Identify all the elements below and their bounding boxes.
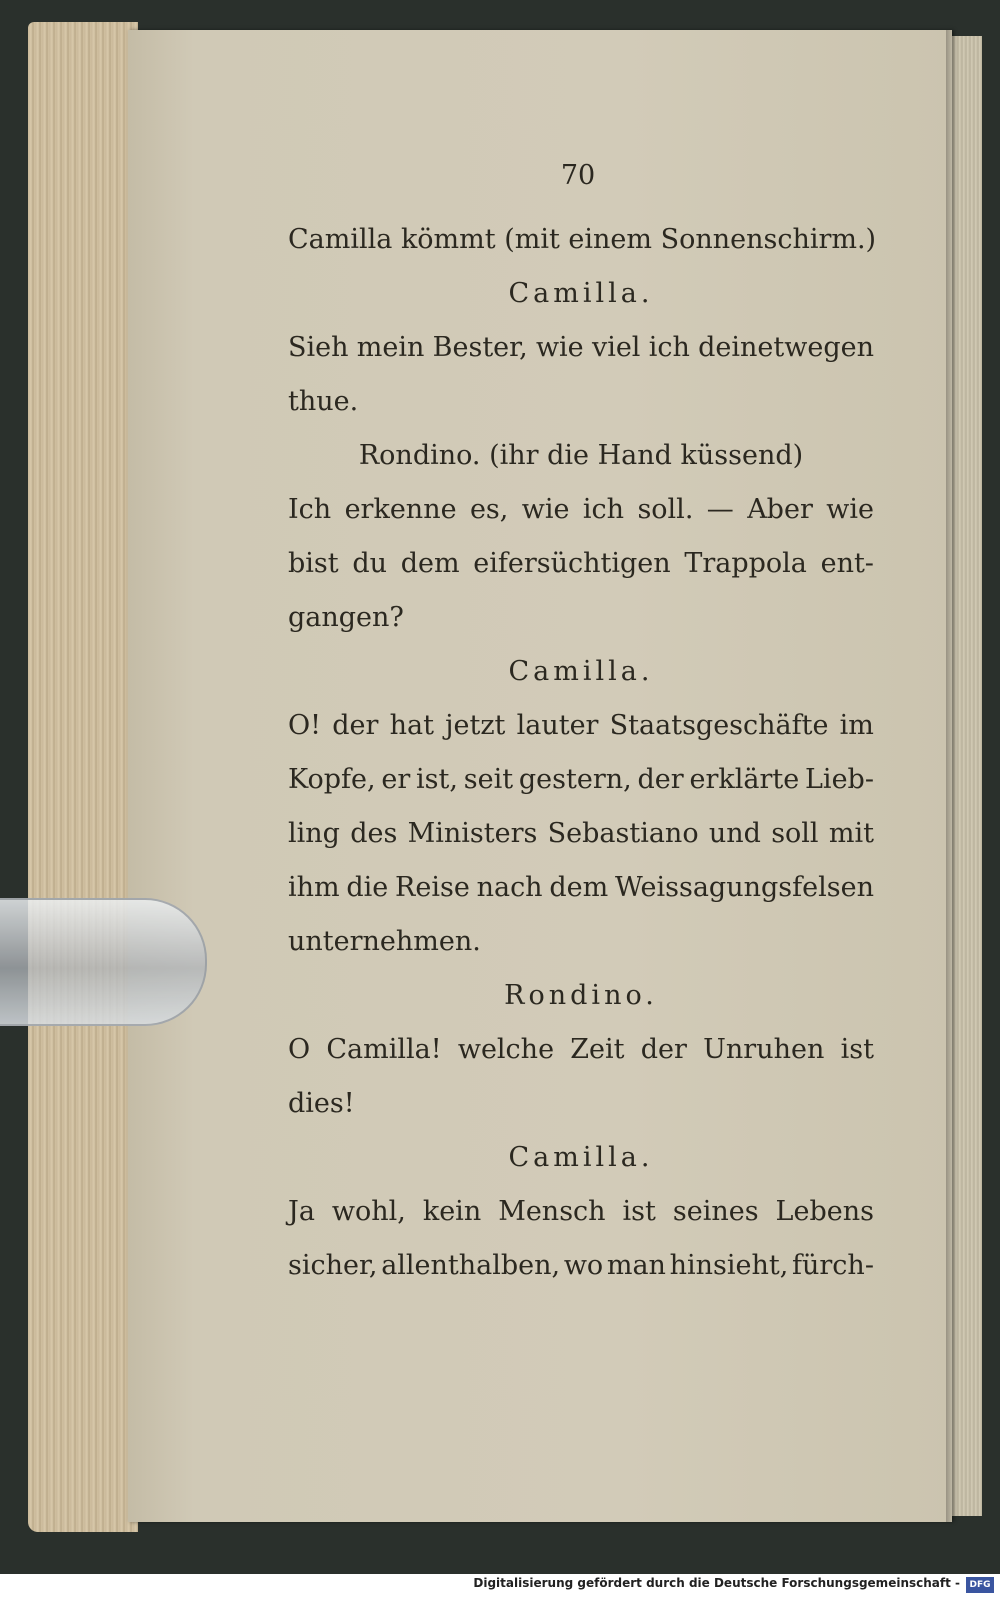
text-line: dies!: [288, 1088, 355, 1119]
word: Kopfe,: [288, 764, 376, 795]
word: Zeit: [570, 1034, 625, 1065]
speaker-heading: Rondino.: [504, 980, 658, 1011]
word: im: [839, 710, 874, 741]
word: bist: [288, 548, 339, 579]
gutter-shadow: [946, 30, 954, 1522]
word: Ministers: [407, 818, 538, 849]
text-line: [288, 330, 874, 366]
text-line: [288, 546, 874, 582]
word: Ja: [288, 1196, 315, 1227]
text-line: unternehmen.: [288, 926, 481, 957]
page-number: 70: [560, 160, 596, 191]
word: Camilla!: [326, 1034, 442, 1065]
word: der: [640, 1034, 687, 1065]
word: seit: [463, 764, 514, 795]
word: wie: [826, 494, 874, 525]
text-line: [288, 1248, 874, 1284]
word: Ich: [288, 494, 332, 525]
word: Aber: [747, 494, 813, 525]
word: der: [332, 710, 379, 741]
word: deinetwegen: [698, 332, 874, 363]
text-line: gangen?: [288, 602, 404, 633]
speaker-heading: Camilla.: [508, 278, 654, 309]
text-line: [288, 492, 874, 528]
word: mit: [828, 818, 874, 849]
word: die: [346, 872, 389, 903]
word: Bester,: [432, 332, 528, 363]
footer-bar: [0, 1574, 1000, 1598]
text-line: [288, 1194, 874, 1230]
word: wo: [563, 1250, 604, 1281]
word: jetzt: [445, 710, 506, 741]
text-line: [288, 816, 874, 852]
word: erkenne: [344, 494, 457, 525]
stage-direction: Camilla kömmt (mit einem Sonnenschirm.): [288, 224, 877, 255]
text-line: [288, 870, 874, 906]
word: wie: [521, 494, 570, 525]
word: ihm: [288, 872, 340, 903]
word: man: [606, 1250, 666, 1281]
word: gestern,: [518, 764, 632, 795]
word: seines: [672, 1196, 759, 1227]
word: O: [288, 1034, 311, 1065]
word: welche: [457, 1034, 555, 1065]
word: ich: [648, 332, 690, 363]
dfg-logo: DFG: [966, 1577, 994, 1593]
word: O!: [288, 710, 321, 741]
word: soll.: [637, 494, 694, 525]
word: soll: [771, 818, 819, 849]
word: ent-: [820, 548, 874, 579]
word: dem: [400, 548, 460, 579]
word: Mensch: [498, 1196, 606, 1227]
word: du: [352, 548, 387, 579]
word: fürch-: [792, 1250, 874, 1281]
page-edge-stack: [28, 22, 138, 1532]
word: und: [708, 818, 761, 849]
word: eifersüchtigen: [473, 548, 671, 579]
word: Lebens: [775, 1196, 874, 1227]
word: Staatsgeschäfte: [609, 710, 829, 741]
word: hat: [389, 710, 434, 741]
word: Trappola: [684, 548, 807, 579]
word: ling: [288, 818, 340, 849]
word: ist: [622, 1196, 656, 1227]
word: Reise: [395, 872, 470, 903]
word: er: [381, 764, 411, 795]
word: Sebastiano: [547, 818, 699, 849]
word: kein: [422, 1196, 482, 1227]
word: es,: [469, 494, 509, 525]
word: nach: [476, 872, 543, 903]
word: ist: [840, 1034, 874, 1065]
speaker-heading: Camilla.: [508, 1142, 654, 1173]
text-line: thue.: [288, 386, 359, 417]
word: ist,: [416, 764, 458, 795]
text-line: [288, 1032, 874, 1068]
funding-note: Digitalisierung gefördert durch die Deutsche Forschungsgemeinschaft -: [473, 1576, 960, 1590]
word: erklärte: [689, 764, 800, 795]
word: viel: [591, 332, 641, 363]
text-line: [288, 708, 874, 744]
word: ich: [582, 494, 625, 525]
speaker-heading: Camilla.: [508, 656, 654, 687]
stage-direction: Rondino. (ihr die Hand küssend): [358, 440, 804, 471]
word: allenthalben,: [381, 1250, 561, 1281]
word: der: [637, 764, 684, 795]
word: Sieh: [288, 332, 349, 363]
word: —: [706, 494, 734, 525]
word: wohl,: [331, 1196, 406, 1227]
word: lauter: [516, 710, 599, 741]
word: wie: [535, 332, 584, 363]
word: dem: [549, 872, 609, 903]
page-clip: [0, 898, 207, 1026]
word: Weissagungsfelsen: [614, 872, 874, 903]
word: Lieb-: [805, 764, 874, 795]
word: Unruhen: [703, 1034, 825, 1065]
word: sicher,: [288, 1250, 378, 1281]
word: des: [350, 818, 398, 849]
text-line: [288, 762, 874, 798]
word: mein: [356, 332, 425, 363]
word: hinsieht,: [669, 1250, 789, 1281]
